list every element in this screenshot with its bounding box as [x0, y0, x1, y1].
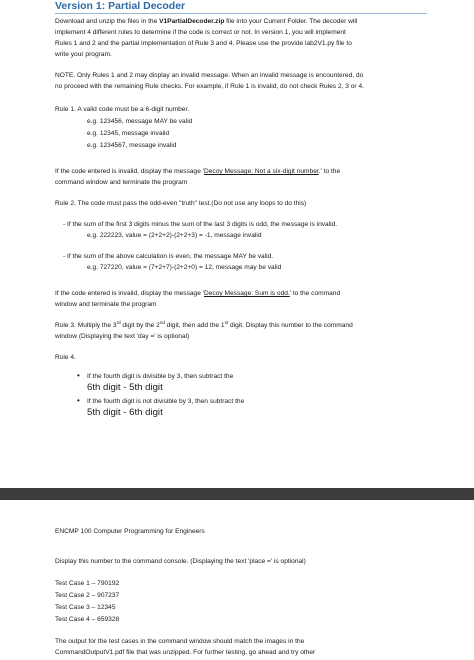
rule1-heading: Rule 1. A valid code must be a 6-digit number. — [55, 106, 190, 113]
decoy-message-sum-odd: Decoy Message: Sum is odd. — [203, 290, 290, 297]
rule4-bullet-2-formula: 5th digit - 6th digit — [87, 407, 163, 418]
intro-line-1: Download and unzip the files in the V1PartialDecoder.zip file into your Current Folder. The decoder will — [55, 18, 358, 25]
rule4-bullet-1-text: If the fourth digit is divisible by 3, then subtract the — [87, 373, 234, 380]
note-line-2: no proceed with the remaining Rule checks. For example, if Rule 1 is invalid, do not check Rules 2, 3 or 4. — [55, 83, 364, 90]
rule1-invalid-line-1: If the code entered is invalid, display the message 'Decoy Message: Not a six-digit number.' to the — [55, 168, 341, 175]
rule1-example: e.g. 1234567, message invalid — [87, 142, 177, 149]
bullet-icon: • — [77, 371, 80, 380]
test-case: Test Case 1 – 790192 — [55, 580, 120, 587]
rule2-item-2-example: e.g. 727220, value = (7+2+7)-(2+2+0) = 12, message may be valid — [87, 264, 282, 271]
output-line-1: The output for the test cases in the command window should match the images in the — [55, 638, 305, 645]
rule4-bullet-2-text: If the fourth digit is not divisible by 3, then subtract the — [87, 398, 245, 405]
note-line-1: NOTE. Only Rules 1 and 2 may display an invalid message. When an invalid message is encountered, do — [55, 72, 364, 79]
rule2-invalid-line-2: window and terminate the program — [55, 301, 157, 308]
rule3-line-1: Rule 3. Multiply the 3rd digit by the 2nd digit, then add the 1st digit. Display this number to the command — [55, 320, 353, 329]
test-case: Test Case 3 – 12345 — [55, 604, 116, 611]
intro-line-3: Rules 1 and 2 and the partial implementation of Rule 3 and 4. Please use the provide lab2V1.py file to — [55, 40, 352, 47]
title-underline — [55, 13, 427, 14]
intro-line-2: implement 4 different rules to determine if the code is correct or not. In version 1, you will implement — [55, 29, 346, 36]
rule1-example: e.g. 123456, message MAY be valid — [87, 118, 193, 125]
rule2-item-1: - If the sum of the first 3 digits minus the sum of the last 3 digits is odd, the message is invalid. — [63, 221, 338, 228]
page-break — [0, 488, 474, 500]
rule2-heading: Rule 2. The code must pass the odd-even "truth" test.(Do not use any loops to do this) — [55, 200, 307, 207]
bullet-icon: • — [77, 396, 80, 405]
test-case: Test Case 4 – 659328 — [55, 616, 120, 623]
rule4-bullet-1-formula: 6th digit - 5th digit — [87, 382, 163, 393]
rule4-heading: Rule 4. — [55, 354, 76, 361]
decoy-message-six-digit: Decoy Message: Not a six-digit number — [203, 168, 319, 175]
page-header: ENCMP 100 Computer Programming for Engineers — [55, 528, 205, 535]
rule2-item-1-example: e.g. 222223, value = (2+2+2)-(2+2+3) = -1, message invalid — [87, 232, 262, 239]
test-case: Test Case 2 – 907237 — [55, 592, 120, 599]
rule2-item-2: - If the sum of the above calculation is even, the message MAY be valid. — [63, 253, 274, 260]
document-page-2 — [0, 500, 474, 660]
section-title: Version 1: Partial Decoder — [55, 0, 186, 12]
rule3-line-2: window (Displaying the text 'day =' is optional) — [55, 333, 190, 340]
rule2-invalid-line-1: If the code entered is invalid, display the message 'Decoy Message: Sum is odd.' to the command — [55, 290, 341, 297]
zip-filename: V1PartialDecoder.zip — [159, 18, 225, 25]
output-line-2: CommandOutputV1.pdf file that was unzipped. For further testing, go ahead and try other — [55, 649, 316, 656]
rule1-example: e.g. 12345, message invalid — [87, 130, 170, 137]
intro-line-4: write your program. — [55, 51, 112, 58]
rule1-invalid-line-2: command window and terminate the program — [55, 179, 188, 186]
display-instruction: Display this number to the command console. (Displaying the text 'place =' is optional) — [55, 558, 306, 565]
